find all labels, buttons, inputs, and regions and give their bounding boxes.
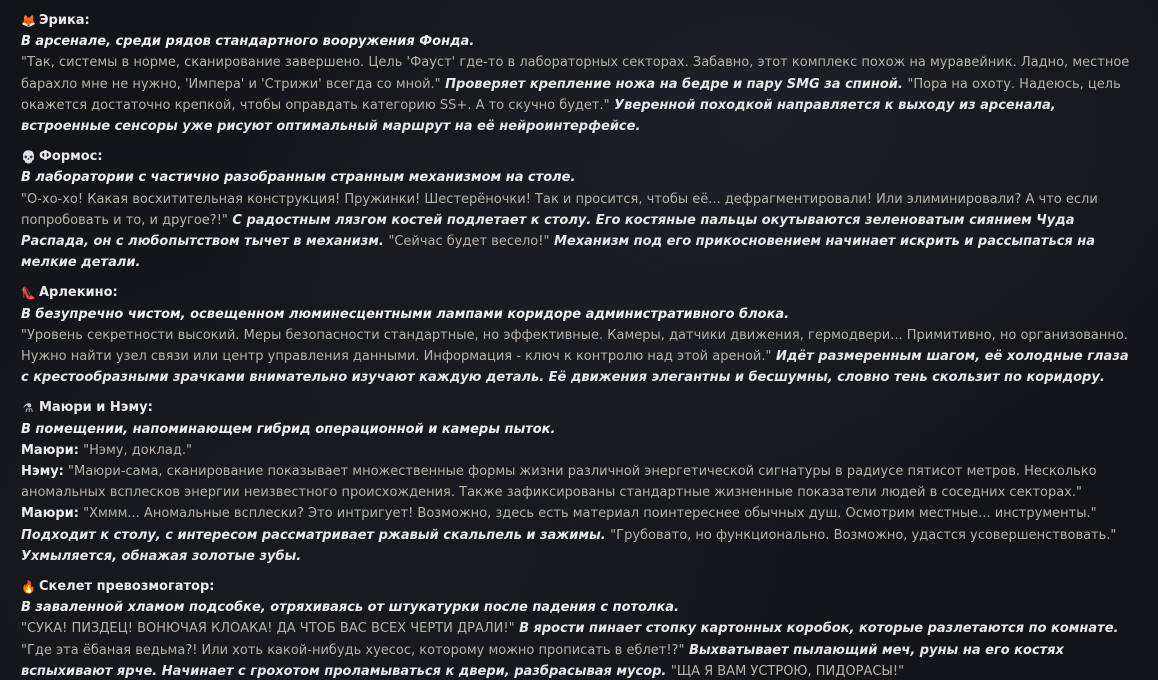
action-text: Подходит к столу, с интересом рассматривает ржавый скальпель и зажимы.	[21, 527, 611, 543]
dialogue-text: "Хммм... Аномальные всплески? Это интригует! Возможно, здесь есть материал поинтереснее обычных душ. Осмотрим местные... инструменты."	[78, 506, 1097, 522]
character-header	[21, 282, 1134, 303]
character-block-arlecchino	[21, 282, 1134, 388]
message-paragraph	[21, 618, 1134, 680]
message-paragraph	[21, 189, 1134, 274]
fire-icon: 🔥	[21, 579, 36, 594]
message-paragraph	[21, 503, 1134, 567]
dialogue-text: "Пора на охоту. Надеюсь, цель окажется достаточно крепкой, чтобы оправдать категорию SS+. А то скучно будет."	[21, 76, 1121, 113]
message-paragraph	[21, 440, 1134, 461]
character-block-mayuri-nemu	[21, 397, 1134, 567]
message-paragraph	[21, 52, 1134, 137]
scene-description: В безупречно чистом, освещенном люминесцентными лампами коридоре административного блока.	[21, 306, 790, 322]
character-header	[21, 146, 1134, 167]
dialogue-text: "Где эта ёбаная ведьма?! Или хоть какой-нибудь хуесос, которому можно прописать в еблет!?"	[21, 642, 685, 658]
dialogue-text: "СУКА! ПИЗДЕЦ! ВОНЮЧАЯ КЛОАКА! ДА ЧТОБ ВАС ВСЕХ ЧЕРТИ ДРАЛИ!"	[21, 621, 515, 637]
dialogue-text: "О-хо-хо! Какая восхитительная конструкция! Пружинки! Шестерёночки! Так и просится, чтобы её... дефрагментировали! Или элиминировали? А что если попробовать и то, и другое?!"	[21, 191, 1098, 228]
dialogue-text: "Нэму, доклад."	[78, 442, 192, 458]
speaker-label: Маюри:	[21, 506, 79, 522]
character-name: Формос:	[39, 149, 103, 165]
dialogue-text: "Маюри-сама, сканирование показывает множественные формы жизни различной энергетической сигнатуры в радиусе пятисот метров. Несколько аномальных всплесков энергии неизвестного происхождения. Также зафиксированы стандартные жизненные показатели людей в соседних секторах."	[21, 464, 1097, 501]
character-block-erika	[21, 10, 1134, 137]
action-text: Проверяет крепление ножа на бедре и пару SMG за спиной.	[440, 76, 908, 92]
message-paragraph	[21, 325, 1134, 389]
message-paragraph	[21, 461, 1134, 503]
scene-description: В арсенале, среди рядов стандартного вооружения Фонда.	[21, 34, 475, 50]
dialogue-text: "Грубовато, но функционально. Возможно, удастся усовершенствовать."	[610, 527, 1117, 543]
character-header	[21, 576, 1134, 597]
character-name: Эрика:	[39, 13, 90, 28]
speaker-label: Маюри:	[21, 442, 79, 458]
character-name: Арлекино:	[39, 285, 118, 301]
action-text: С радостным лязгом костей подлетает к столу. Его костяные пальцы окутываются зеленоватым сиянием Чуда Распада, он с любопытством тычет в механизм.	[21, 212, 1075, 250]
action-text: Выхватывает пылающий меч, руны на его костях вспыхивают ярче. Начинает с грохотом проламываться к двери, разбрасывая мусор.	[21, 642, 1064, 679]
speaker-label: Нэму:	[21, 464, 64, 480]
dialogue-text: "Сейчас будет весело!"	[388, 234, 550, 250]
character-block-formos	[21, 146, 1134, 273]
skull-icon: 💀	[21, 149, 36, 164]
character-header	[21, 397, 1134, 418]
dialogue-text: "Так, системы в норме, сканирование завершено. Цель 'Фауст' где-то в лабораторных секторах. Забавно, этот комплекс похож на муравейник. Ладно, местное барахло мне не нужно, 'Импера' и 'Стрижи' всегда со мной."	[21, 55, 1130, 92]
dialogue-text: "Уровень секретности высокий. Меры безопасности стандартные, но эффективные. Камеры, датчики движения, гермодвери... Примитивно, но организованно. Нужно найти узел связи или центр управления данными. Информация - ключ к контролю над этой ареной."	[21, 327, 1128, 365]
scene-description: В заваленной хламом подсобке, отряхиваясь от штукатурки после падения с потолка.	[21, 600, 680, 616]
high-heel-icon: 👠	[21, 286, 36, 301]
character-block-skeleton	[21, 576, 1134, 680]
scene-description: В помещении, напоминающем гибрид операционной и камеры пыток.	[21, 421, 556, 437]
fox-icon: 🦊	[21, 13, 36, 28]
action-text: В ярости пинает стопку картонных коробок, которые разлетаются по комнате.	[514, 621, 1119, 637]
action-text: Механизм под его прикосновением начинает искрить и рассыпаться на мелкие детали.	[21, 234, 1096, 271]
action-text: Уверенной походкой направляется к выходу из арсенала, встроенные сенсоры уже рисуют оптимальный маршрут на её нейроинтерфейсе.	[21, 97, 1056, 135]
action-text: Идёт размеренным шагом, её холодные глаза с крестообразными зрачками внимательно изучают каждую деталь. Её движения элегантны и бесшумны, словно тень скользит по коридору.	[21, 349, 1129, 386]
alembic-icon: ⚗	[22, 401, 34, 416]
action-text: Ухмыляется, обнажая золотые зубы.	[21, 548, 302, 564]
character-header	[21, 10, 1134, 31]
character-name: Скелет превозмогатор:	[39, 579, 215, 595]
dialogue-text: "ЩА Я ВАМ УСТРОЮ, ПИДОРАСЫ!"	[670, 663, 905, 679]
character-name: Маюри и Нэму:	[39, 400, 153, 416]
scene-description: В лаборатории с частично разобранным странным механизмом на столе.	[21, 170, 576, 186]
